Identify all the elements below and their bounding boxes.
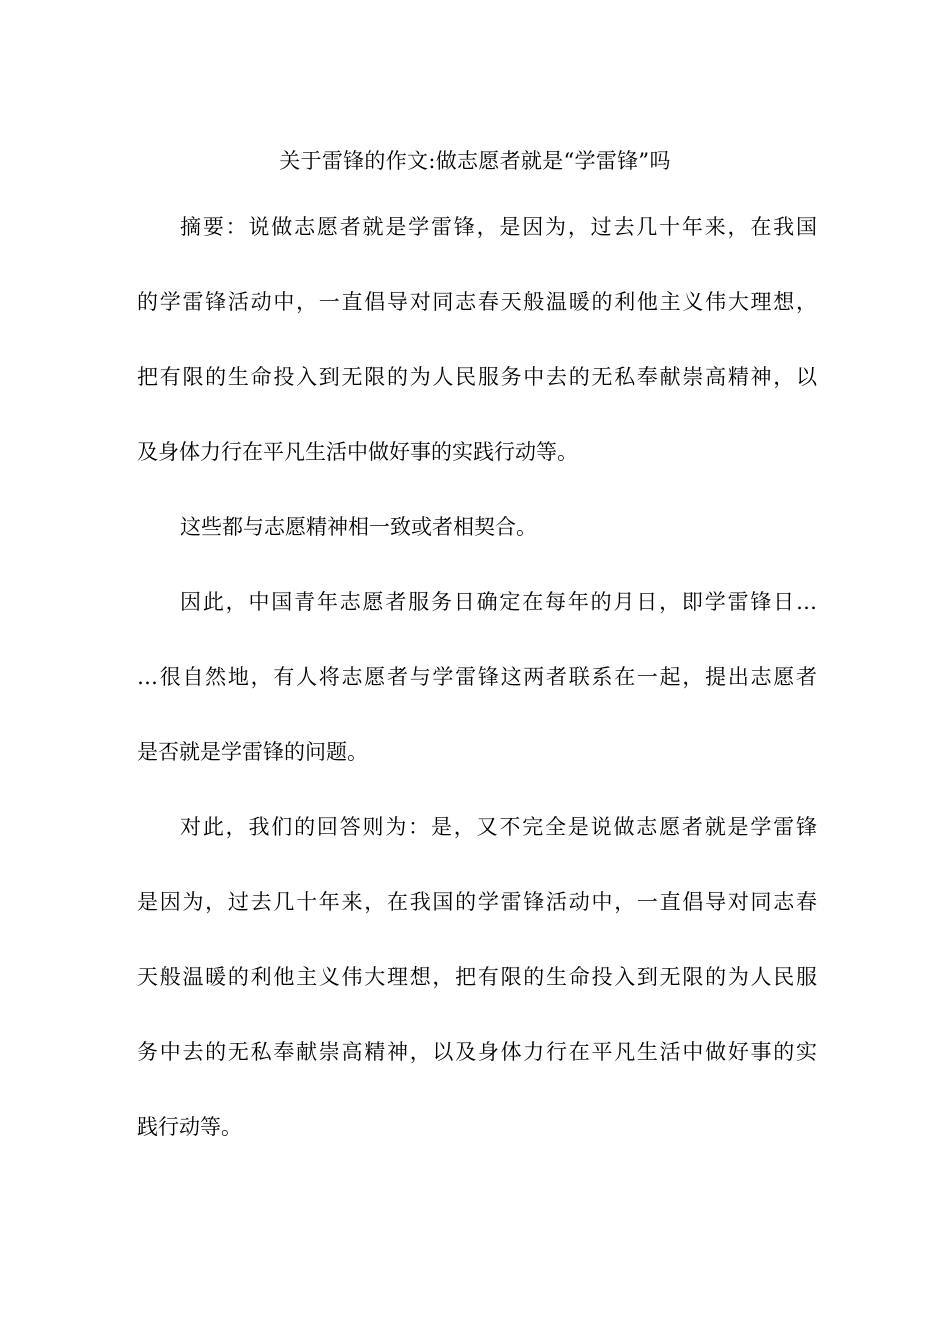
paragraph-line: 因此，中国青年志愿者服务日确定在每年的月日，即学雷锋日… xyxy=(180,590,817,614)
paragraph-line: 是因为，过去几十年来，在我国的学雷锋活动中，一直倡导对同志春 xyxy=(137,890,817,914)
paragraph-line: 对此，我们的回答则为：是，又不完全是说做志愿者就是学雷锋 xyxy=(180,815,817,839)
paragraph-line: 摘要：说做志愿者就是学雷锋，是因为，过去几十年来，在我国 xyxy=(180,215,817,239)
paragraph-line: 践行动等。 xyxy=(137,1115,242,1139)
paragraph-line: 把有限的生命投入到无限的为人民服务中去的无私奉献崇高精神，以 xyxy=(137,365,817,389)
paragraph-line: 天般温暖的利他主义伟大理想，把有限的生命投入到无限的为人民服 xyxy=(137,965,817,989)
document-title: 关于雷锋的作文:做志愿者就是“学雷锋”吗 xyxy=(279,149,671,173)
paragraph-line: 及身体力行在平凡生活中做好事的实践行动等。 xyxy=(137,440,578,464)
paragraph-line: 务中去的无私奉献崇高精神，以及身体力行在平凡生活中做好事的实 xyxy=(137,1040,817,1064)
paragraph-line: 是否就是学雷锋的问题。 xyxy=(137,740,368,764)
paragraph-line: 的学雷锋活动中，一直倡导对同志春天般温暖的利他主义伟大理想， xyxy=(137,290,817,314)
paragraph-line: …很自然地，有人将志愿者与学雷锋这两者联系在一起，提出志愿者 xyxy=(137,665,817,689)
paragraph-line: 这些都与志愿精神相一致或者相契合。 xyxy=(180,515,537,539)
